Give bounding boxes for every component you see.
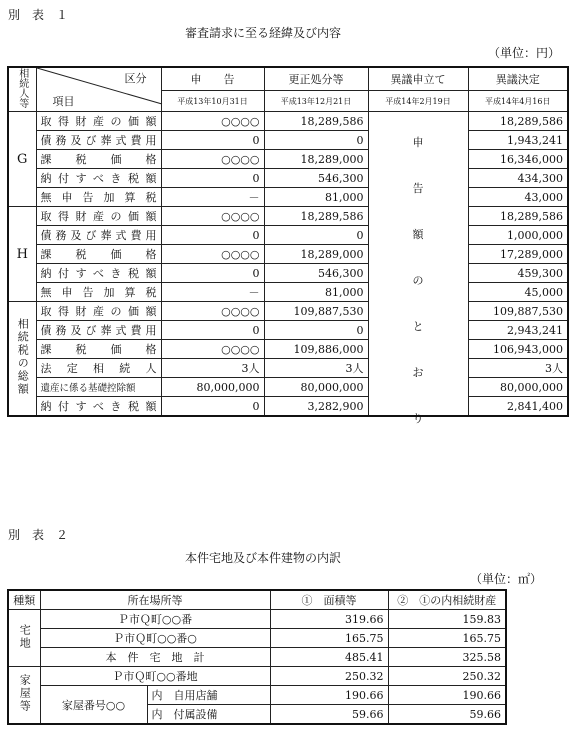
value-kousei: 0	[264, 321, 368, 340]
value-kettei: 1,943,241	[468, 131, 568, 150]
table2	[7, 589, 507, 725]
item-label: 納付すべき税額	[36, 397, 161, 417]
igi-char: り	[412, 412, 424, 425]
igi-char: 額	[412, 228, 424, 241]
value-kousei: 0	[264, 226, 368, 245]
location: Ｐ市Ｑ町○○番地	[40, 667, 270, 686]
table-row	[8, 245, 568, 264]
location: Ｐ市Ｑ町○○番○	[40, 629, 270, 648]
value-kousei: 3,282,900	[264, 397, 368, 417]
value-kousei: 0	[264, 131, 368, 150]
area: 165.75	[270, 629, 388, 648]
header-col-0: 申 告	[161, 67, 264, 91]
inherited-area: 159.83	[388, 610, 506, 629]
location: 本 件 宅 地 計	[40, 648, 270, 667]
value-shinkoku: ○○○○	[161, 150, 264, 169]
table-row	[8, 302, 568, 321]
table-row	[8, 207, 568, 226]
value-kettei: 18,289,586	[468, 207, 568, 226]
igi-char: と	[412, 320, 424, 333]
value-kettei: 106,943,000	[468, 340, 568, 359]
value-shinkoku: 0	[161, 397, 264, 417]
house-number: 家屋番号○○	[40, 686, 147, 725]
value-shinkoku: ○○○○	[161, 112, 264, 131]
group-label	[8, 207, 36, 302]
table-row	[8, 264, 568, 283]
value-shinkoku: ○○○○	[161, 207, 264, 226]
item-label: 法定相続人	[36, 359, 161, 378]
header-inherited: ② ①の内相続財産	[388, 590, 506, 610]
value-kettei: 459,300	[468, 264, 568, 283]
value-kettei: 18,289,586	[468, 112, 568, 131]
value-shinkoku: －	[161, 188, 264, 207]
table-row	[8, 378, 568, 397]
header-location: 所在場所等	[40, 590, 270, 610]
table2-label: 別 表 ２	[8, 528, 69, 542]
item-label: 債務及び葬式費用	[36, 226, 161, 245]
table2-unit: （単位：㎡）	[470, 572, 543, 586]
table-row	[8, 169, 568, 188]
header-kubun: 区分	[124, 72, 147, 85]
value-kousei: 3人	[264, 359, 368, 378]
value-kousei: 81,000	[264, 188, 368, 207]
item-label: 無申告加算税	[36, 188, 161, 207]
area: 59.66	[270, 705, 388, 725]
group-kaoku-text: 家屋等	[18, 674, 32, 713]
item-label: 課 税 価 格	[36, 340, 161, 359]
table-row	[8, 359, 568, 378]
item-label: 取得財産の価額	[36, 112, 161, 131]
table-row	[8, 610, 506, 629]
inherited-area: 59.66	[388, 705, 506, 725]
header-col-2: 異議申立て	[368, 67, 468, 91]
header-area: ① 面積等	[270, 590, 388, 610]
table-row	[8, 283, 568, 302]
header-side-text: 相続人等	[16, 68, 28, 108]
table1-title: 審査請求に至る経緯及び内容	[185, 26, 342, 40]
group-takuchi-text: 宅地	[18, 623, 32, 650]
value-shinkoku: ○○○○	[161, 245, 264, 264]
value-shinkoku: ○○○○	[161, 302, 264, 321]
igi-moushitate	[368, 112, 468, 425]
group-takuchi	[8, 610, 40, 667]
header-date-1: 平成13年12月21日	[264, 91, 368, 112]
group-name: 相続税の総額	[16, 318, 30, 396]
area: 319.66	[270, 610, 388, 629]
table-row	[8, 321, 568, 340]
value-shinkoku: 0	[161, 131, 264, 150]
table-row	[8, 397, 568, 417]
value-kettei: 434,300	[468, 169, 568, 188]
table-row	[8, 226, 568, 245]
header-date-3: 平成14年4月16日	[468, 91, 568, 112]
value-kousei: 18,289,000	[264, 245, 368, 264]
table1-header-row	[8, 67, 568, 91]
value-kousei: 80,000,000	[264, 378, 368, 397]
table-row	[8, 340, 568, 359]
inherited-area: 250.32	[388, 667, 506, 686]
table1-label: 別 表 １	[8, 8, 69, 22]
value-kousei: 109,887,530	[264, 302, 368, 321]
value-kettei: 2,841,400	[468, 397, 568, 417]
table-row	[8, 648, 506, 667]
value-kousei: 18,289,586	[264, 112, 368, 131]
inherited-area: 190.66	[388, 686, 506, 705]
value-shinkoku: 0	[161, 226, 264, 245]
item-label: 債務及び葬式費用	[36, 321, 161, 340]
header-col-3: 異議決定	[468, 67, 568, 91]
item-label: 無申告加算税	[36, 283, 161, 302]
value-kettei: 1,000,000	[468, 226, 568, 245]
value-kousei: 109,886,000	[264, 340, 368, 359]
item-label: 課 税 価 格	[36, 150, 161, 169]
value-kettei: 80,000,000	[468, 378, 568, 397]
table2-header-row	[8, 590, 506, 610]
value-kettei: 45,000	[468, 283, 568, 302]
value-kousei: 546,300	[264, 169, 368, 188]
inherited-area: 165.75	[388, 629, 506, 648]
group-label	[8, 302, 36, 417]
value-shinkoku: ○○○○	[161, 340, 264, 359]
table-row	[8, 112, 568, 131]
header-side	[8, 67, 36, 112]
igi-char: 申	[412, 136, 424, 149]
value-kousei: 546,300	[264, 264, 368, 283]
group-name: H	[16, 246, 28, 262]
table1	[7, 66, 569, 425]
value-kousei: 18,289,586	[264, 207, 368, 226]
table-row	[8, 667, 506, 686]
value-kousei: 18,289,000	[264, 150, 368, 169]
area: 250.32	[270, 667, 388, 686]
group-label	[8, 112, 36, 207]
header-col-1: 更正処分等	[264, 67, 368, 91]
location: Ｐ市Ｑ町○○番	[40, 610, 270, 629]
value-shinkoku: 80,000,000	[161, 378, 264, 397]
value-shinkoku: 3人	[161, 359, 264, 378]
item-label: 課 税 価 格	[36, 245, 161, 264]
sub-label: 内 自用店舗	[147, 686, 270, 705]
table2-title: 本件宅地及び本件建物の内訳	[185, 551, 342, 565]
table1-unit: （単位：円）	[488, 46, 561, 60]
item-label: 債務及び葬式費用	[36, 131, 161, 150]
igi-char: 告	[412, 182, 424, 195]
header-diagonal	[36, 67, 161, 112]
value-kettei: 43,000	[468, 188, 568, 207]
group-kaoku	[8, 667, 40, 725]
value-shinkoku: 0	[161, 264, 264, 283]
value-shinkoku: 0	[161, 169, 264, 188]
header-date-2: 平成14年2月19日	[368, 91, 468, 112]
value-kettei: 16,346,000	[468, 150, 568, 169]
item-label: 取得財産の価額	[36, 302, 161, 321]
table-row	[8, 131, 568, 150]
value-kettei: 3人	[468, 359, 568, 378]
value-shinkoku: －	[161, 283, 264, 302]
igi-char: お	[412, 366, 424, 379]
value-shinkoku: 0	[161, 321, 264, 340]
sub-label: 内 付属設備	[147, 705, 270, 725]
table-row	[8, 686, 506, 705]
value-kettei: 2,943,241	[468, 321, 568, 340]
inherited-area: 325.58	[388, 648, 506, 667]
group-name: G	[17, 151, 28, 167]
header-date-0: 平成13年10月31日	[161, 91, 264, 112]
value-kettei: 17,289,000	[468, 245, 568, 264]
table-row	[8, 150, 568, 169]
item-label: 取得財産の価額	[36, 207, 161, 226]
header-koumoku: 項目	[52, 95, 75, 108]
table-row	[8, 629, 506, 648]
area: 190.66	[270, 686, 388, 705]
value-kettei: 109,887,530	[468, 302, 568, 321]
item-label: 遺産に係る基礎控除額	[36, 378, 161, 397]
igi-char: の	[412, 274, 424, 287]
value-kousei: 81,000	[264, 283, 368, 302]
header-kind: 種類	[8, 590, 40, 610]
item-label: 納付すべき税額	[36, 264, 161, 283]
area: 485.41	[270, 648, 388, 667]
table-row	[8, 188, 568, 207]
item-label: 納付すべき税額	[36, 169, 161, 188]
